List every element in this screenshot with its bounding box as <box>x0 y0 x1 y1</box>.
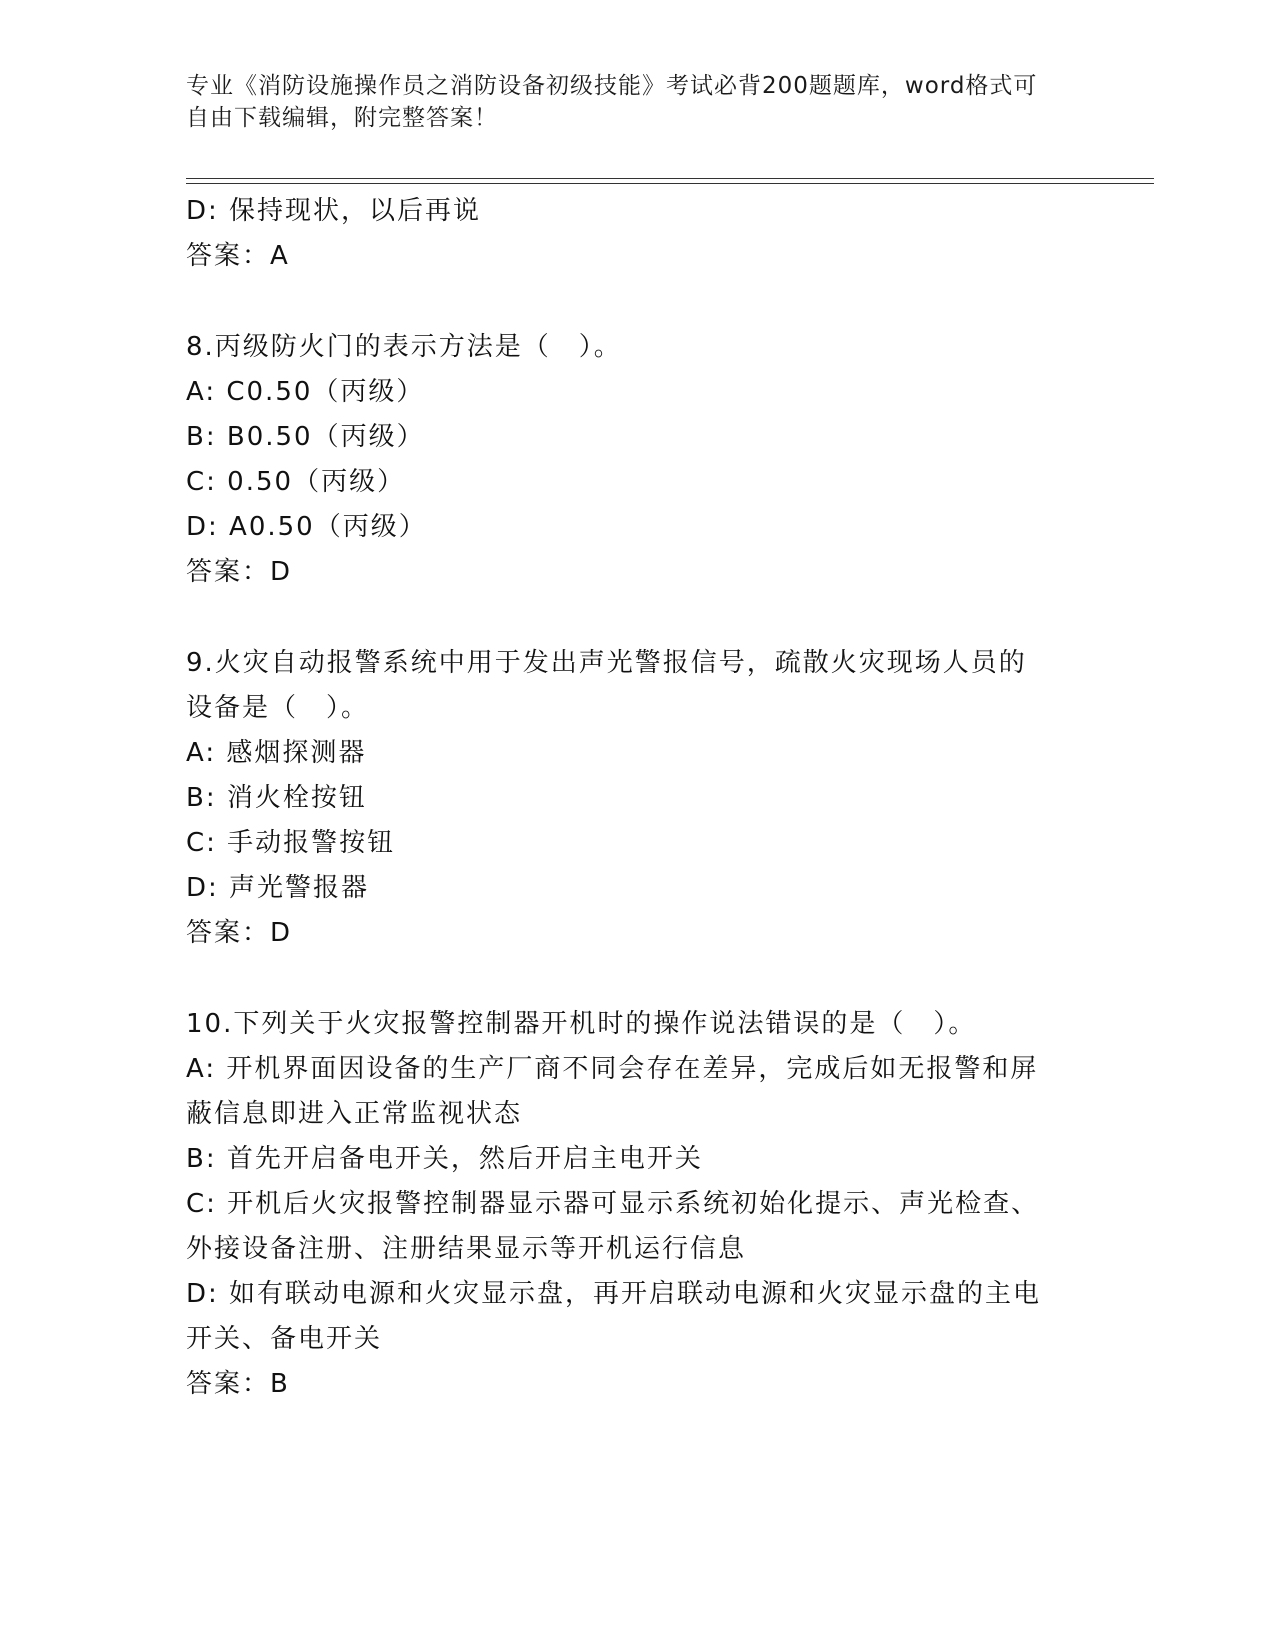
page-header <box>186 70 1066 134</box>
option-c-line-1: C: 开机后火灾报警控制器显示器可显示系统初始化提示、声光检查、 <box>186 1189 1040 1219</box>
question-stem: 8.丙级防火门的表示方法是（ ）。 <box>186 332 622 362</box>
option-c: C: 手动报警按钮 <box>186 828 396 858</box>
answer-line: 答案：A <box>186 241 290 271</box>
question-stem: 10.下列关于火灾报警控制器开机时的操作说法错误的是（ ）。 <box>186 1009 977 1039</box>
answer-line: 答案：D <box>186 918 293 948</box>
option-a-line-2: 蔽信息即进入正常监视状态 <box>186 1099 523 1129</box>
option-c: C: 0.50（丙级） <box>186 467 406 497</box>
question-10 <box>186 1002 1086 1407</box>
answer-line: 答案：D <box>186 557 293 587</box>
option-c-line-2: 外接设备注册、注册结果显示等开机运行信息 <box>186 1234 747 1264</box>
header-rule-bottom <box>186 183 1154 184</box>
spacer <box>186 595 1086 641</box>
option-d: D: 保持现状，以后再说 <box>186 196 482 226</box>
option-a: A: C0.50（丙级） <box>186 377 425 407</box>
header-line-1: 专业《消防设施操作员之消防设备初级技能》考试必背200题题库，word格式可 <box>186 73 1038 99</box>
option-b: B: 消火栓按钮 <box>186 783 367 813</box>
question-9 <box>186 641 1086 956</box>
header-rule-top <box>186 178 1154 179</box>
option-b: B: B0.50（丙级） <box>186 422 425 452</box>
previous-question-tail <box>186 189 1086 279</box>
option-a-line-1: A: 开机界面因设备的生产厂商不同会存在差异，完成后如无报警和屏 <box>186 1054 1039 1084</box>
answer-line: 答案：B <box>186 1369 290 1399</box>
question-8 <box>186 325 1086 595</box>
option-d: D: 声光警报器 <box>186 873 370 903</box>
question-stem-line-1: 9.火灾自动报警系统中用于发出声光警报信号，疏散火灾现场人员的 <box>186 648 1027 678</box>
spacer <box>186 956 1086 1002</box>
question-stem-line-2: 设备是（ ）。 <box>186 693 370 723</box>
header-line-2: 自由下载编辑，附完整答案！ <box>186 105 498 131</box>
option-b: B: 首先开启备电开关，然后开启主电开关 <box>186 1144 703 1174</box>
option-d-line-2: 开关、备电开关 <box>186 1324 383 1354</box>
spacer <box>186 279 1086 325</box>
option-d-line-1: D: 如有联动电源和火灾显示盘，再开启联动电源和火灾显示盘的主电 <box>186 1279 1042 1309</box>
option-d: D: A0.50（丙级） <box>186 512 427 542</box>
option-a: A: 感烟探测器 <box>186 738 367 768</box>
question-list <box>186 189 1086 1407</box>
